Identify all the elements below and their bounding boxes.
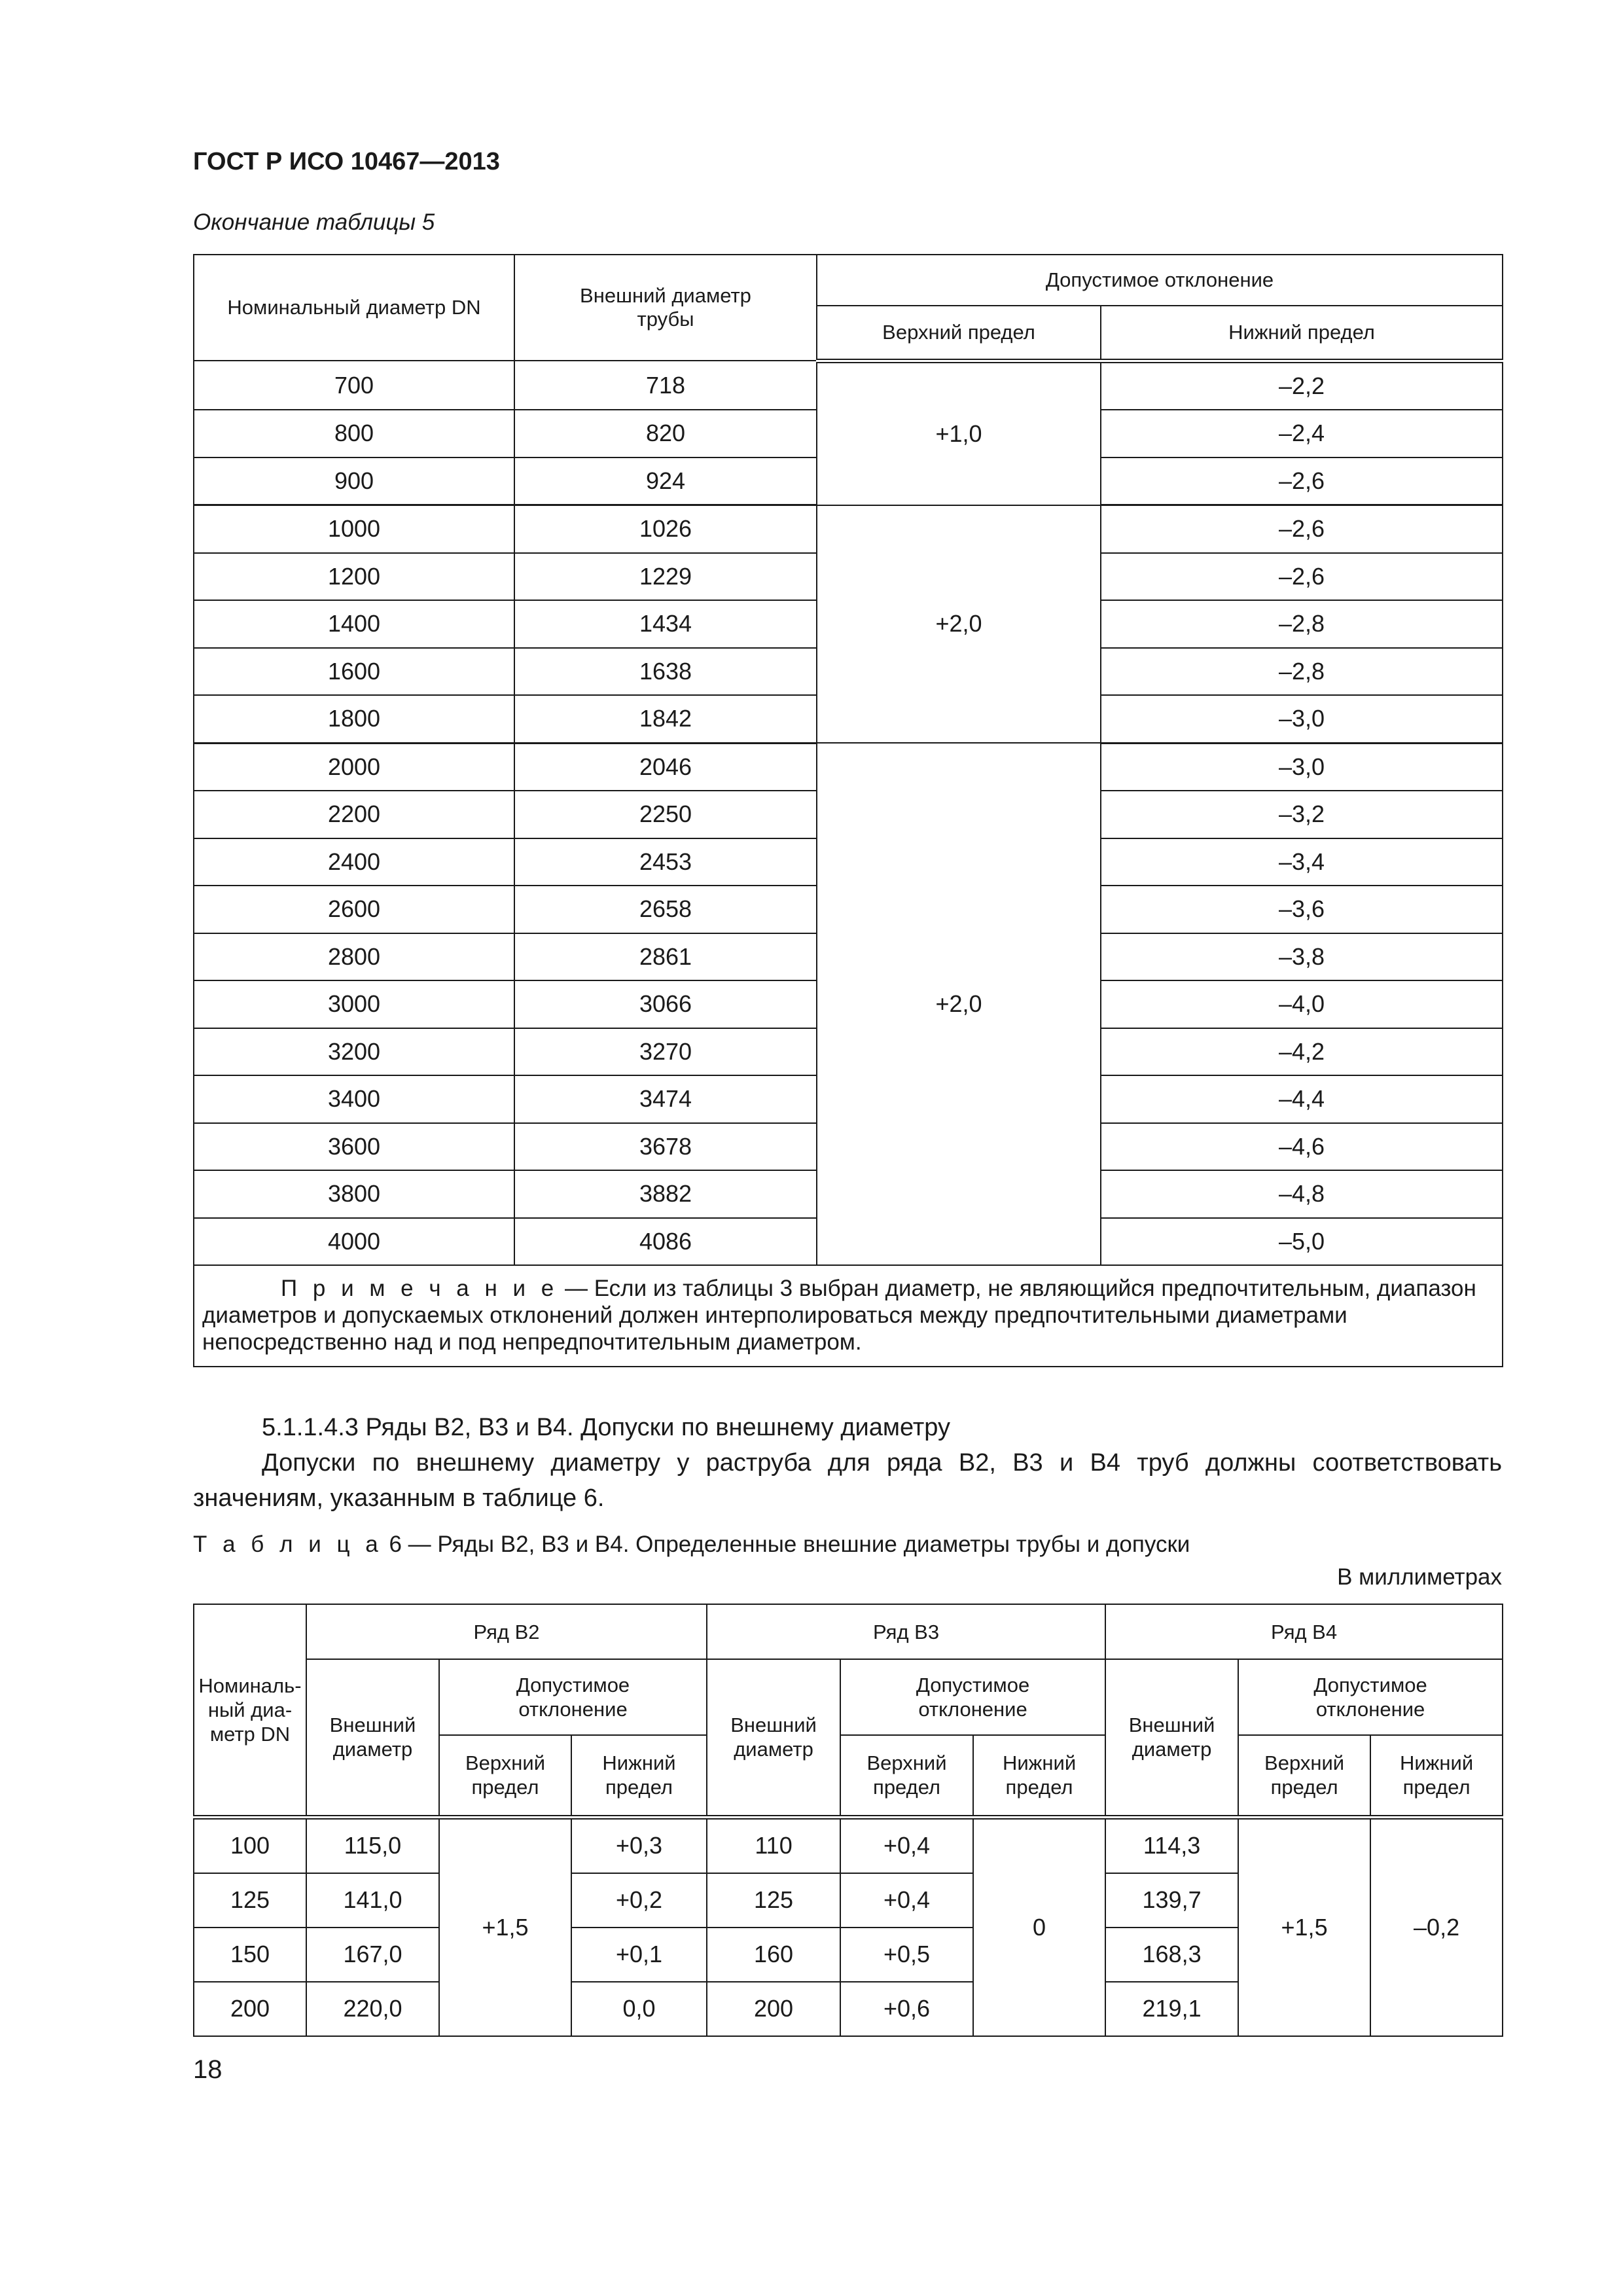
cell-b2-lower: 0,0 <box>571 1982 707 2036</box>
cell-dn: 1800 <box>194 695 514 743</box>
cell-lower-limit: –3,2 <box>1101 791 1503 838</box>
table6-caption-label: Т а б л и ц а <box>193 1532 383 1557</box>
cell-outer-diameter: 2861 <box>514 933 817 981</box>
cell-outer-diameter: 1026 <box>514 505 817 553</box>
table6-caption <box>193 1532 1190 1558</box>
cell-dn: 2200 <box>194 791 514 838</box>
cell-lower-limit: –4,6 <box>1101 1123 1503 1171</box>
cell-outer-diameter: 820 <box>514 410 817 457</box>
cell-lower-limit: –4,2 <box>1101 1028 1503 1076</box>
cell-b3-outer: 160 <box>707 1928 840 1982</box>
cell-b4-outer: 139,7 <box>1105 1873 1238 1928</box>
cell-lower-limit: –2,8 <box>1101 648 1503 696</box>
table5-body <box>194 361 1503 1265</box>
cell-dn: 2600 <box>194 886 514 933</box>
cell-b3-upper: +0,4 <box>840 1873 973 1928</box>
units-label: В миллиметрах <box>1337 1564 1502 1590</box>
table5-note <box>194 1265 1503 1367</box>
cell-dn: 150 <box>194 1928 306 1982</box>
col-header-upper: Верхний предел <box>817 306 1101 361</box>
cell-b4-outer: 168,3 <box>1105 1928 1238 1982</box>
note-label: П р и м е ч а н и е <box>281 1276 559 1301</box>
cell-lower-limit: –2,6 <box>1101 553 1503 601</box>
cell-dn: 1200 <box>194 553 514 601</box>
cell-outer-diameter: 718 <box>514 361 817 410</box>
cell-dn: 2400 <box>194 838 514 886</box>
table5-caption: Окончание таблицы 5 <box>193 209 435 235</box>
cell-b3-lower: 0 <box>973 1817 1105 2036</box>
cell-dn: 3000 <box>194 980 514 1028</box>
cell-b2-lower: +0,2 <box>571 1873 707 1928</box>
cell-dn: 800 <box>194 410 514 457</box>
table-row <box>194 361 1503 410</box>
cell-outer-diameter: 1638 <box>514 648 817 696</box>
cell-dn: 4000 <box>194 1218 514 1266</box>
cell-lower-limit: –5,0 <box>1101 1218 1503 1266</box>
cell-b3-outer: 110 <box>707 1817 840 1873</box>
cell-b4-outer: 219,1 <box>1105 1982 1238 2036</box>
page-number: 18 <box>193 2055 223 2084</box>
cell-dn: 3800 <box>194 1170 514 1218</box>
note-text: — Если из таблицы 3 выбран диаметр, не являющийся предпочтительным, диапазон диаметров и допускаемых отклонений должен интерполироваться между предпочтительными диаметрами непосредственно над и под непредпочтительным диаметром. <box>202 1276 1476 1355</box>
cell-lower-limit: –2,2 <box>1101 361 1503 410</box>
table-5 <box>193 254 1503 1367</box>
cell-dn: 200 <box>194 1982 306 2036</box>
series-b3-header: Ряд В3 <box>707 1604 1105 1659</box>
cell-b4-upper: +1,5 <box>1238 1817 1370 2036</box>
cell-dn: 3200 <box>194 1028 514 1076</box>
cell-dn: 700 <box>194 361 514 410</box>
col-header-lower: Нижний предел <box>1101 306 1503 361</box>
cell-lower-limit: –3,8 <box>1101 933 1503 981</box>
cell-lower-limit: –3,0 <box>1101 695 1503 743</box>
table6-caption-text: 6 — Ряды В2, В3 и В4. Определенные внешние диаметры трубы и допуски <box>382 1532 1190 1557</box>
cell-dn: 125 <box>194 1873 306 1928</box>
document-header: ГОСТ Р ИСО 10467—2013 <box>193 148 500 175</box>
cell-dn: 1000 <box>194 505 514 553</box>
cell-upper-limit: +2,0 <box>817 505 1101 744</box>
cell-outer-diameter: 3270 <box>514 1028 817 1076</box>
cell-lower-limit: –4,0 <box>1101 980 1503 1028</box>
cell-b2-lower: +0,3 <box>571 1817 707 1873</box>
cell-upper-limit: +2,0 <box>817 743 1101 1265</box>
cell-dn: 1600 <box>194 648 514 696</box>
cell-b3-outer: 200 <box>707 1982 840 2036</box>
table-row <box>194 743 1503 791</box>
cell-lower-limit: –2,6 <box>1101 457 1503 505</box>
cell-outer-diameter: 1229 <box>514 553 817 601</box>
cell-outer-diameter: 2250 <box>514 791 817 838</box>
col-header-dn: Номиналь-ный диа-метр DN <box>194 1604 306 1817</box>
cell-outer-diameter: 3474 <box>514 1075 817 1123</box>
table-row <box>194 505 1503 553</box>
cell-b2-outer: 115,0 <box>306 1817 439 1873</box>
section-paragraph: Допуски по внешнему диаметру у раструба для ряда В2, В3 и В4 труб должны соответствовать значениям, указанным в таблице 6. <box>193 1449 1502 1512</box>
col-header-outer-diameter: Внешний диаметр трубы <box>514 255 817 361</box>
b2-upper-header: Верхний предел <box>439 1735 571 1817</box>
cell-lower-limit: –2,8 <box>1101 600 1503 648</box>
cell-outer-diameter: 2046 <box>514 743 817 791</box>
b3-deviation-header: Допустимое отклонение <box>840 1659 1105 1735</box>
cell-dn: 100 <box>194 1817 306 1873</box>
b2-deviation-header: Допустимое отклонение <box>439 1659 707 1735</box>
b2-lower-header: Нижний предел <box>571 1735 707 1817</box>
cell-b2-upper: +1,5 <box>439 1817 571 2036</box>
col-header-deviation: Допустимое отклонение <box>817 255 1503 306</box>
cell-lower-limit: –2,6 <box>1101 505 1503 553</box>
col-header-dn: Номинальный диаметр DN <box>194 255 514 361</box>
b2-outer-header: Внешний диаметр <box>306 1659 439 1817</box>
cell-b3-upper: +0,6 <box>840 1982 973 2036</box>
cell-lower-limit: –2,4 <box>1101 410 1503 457</box>
table6-body <box>194 1817 1503 2036</box>
cell-lower-limit: –4,8 <box>1101 1170 1503 1218</box>
cell-b4-outer: 114,3 <box>1105 1817 1238 1873</box>
cell-b2-outer: 220,0 <box>306 1982 439 2036</box>
b3-outer-header: Внешний диаметр <box>707 1659 840 1817</box>
cell-dn: 2000 <box>194 743 514 791</box>
cell-dn: 3600 <box>194 1123 514 1171</box>
b4-upper-header: Верхний предел <box>1238 1735 1370 1817</box>
cell-lower-limit: –4,4 <box>1101 1075 1503 1123</box>
cell-upper-limit: +1,0 <box>817 361 1101 505</box>
b3-upper-header: Верхний предел <box>840 1735 973 1817</box>
cell-lower-limit: –3,6 <box>1101 886 1503 933</box>
series-b4-header: Ряд В4 <box>1105 1604 1503 1659</box>
cell-dn: 3400 <box>194 1075 514 1123</box>
cell-dn: 2800 <box>194 933 514 981</box>
cell-b4-lower: –0,2 <box>1370 1817 1503 2036</box>
cell-outer-diameter: 3882 <box>514 1170 817 1218</box>
cell-outer-diameter: 3066 <box>514 980 817 1028</box>
cell-outer-diameter: 2658 <box>514 886 817 933</box>
series-b2-header: Ряд В2 <box>306 1604 707 1659</box>
table-row <box>194 1817 1503 1873</box>
b4-lower-header: Нижний предел <box>1370 1735 1503 1817</box>
cell-b3-upper: +0,5 <box>840 1928 973 1982</box>
table-6 <box>193 1604 1503 2037</box>
cell-outer-diameter: 3678 <box>514 1123 817 1171</box>
cell-b2-lower: +0,1 <box>571 1928 707 1982</box>
b3-lower-header: Нижний предел <box>973 1735 1105 1817</box>
cell-outer-diameter: 4086 <box>514 1218 817 1266</box>
cell-outer-diameter: 1434 <box>514 600 817 648</box>
b4-deviation-header: Допустимое отклонение <box>1238 1659 1503 1735</box>
cell-outer-diameter: 1842 <box>514 695 817 743</box>
cell-outer-diameter: 2453 <box>514 838 817 886</box>
cell-lower-limit: –3,4 <box>1101 838 1503 886</box>
cell-b2-outer: 141,0 <box>306 1873 439 1928</box>
cell-dn: 900 <box>194 457 514 505</box>
cell-dn: 1400 <box>194 600 514 648</box>
cell-outer-diameter: 924 <box>514 457 817 505</box>
section-title: 5.1.1.4.3 Ряды В2, В3 и В4. Допуски по внешнему диаметру <box>262 1414 950 1441</box>
cell-lower-limit: –3,0 <box>1101 743 1503 791</box>
b4-outer-header: Внешний диаметр <box>1105 1659 1238 1817</box>
cell-b3-upper: +0,4 <box>840 1817 973 1873</box>
cell-b3-outer: 125 <box>707 1873 840 1928</box>
cell-b2-outer: 167,0 <box>306 1928 439 1982</box>
